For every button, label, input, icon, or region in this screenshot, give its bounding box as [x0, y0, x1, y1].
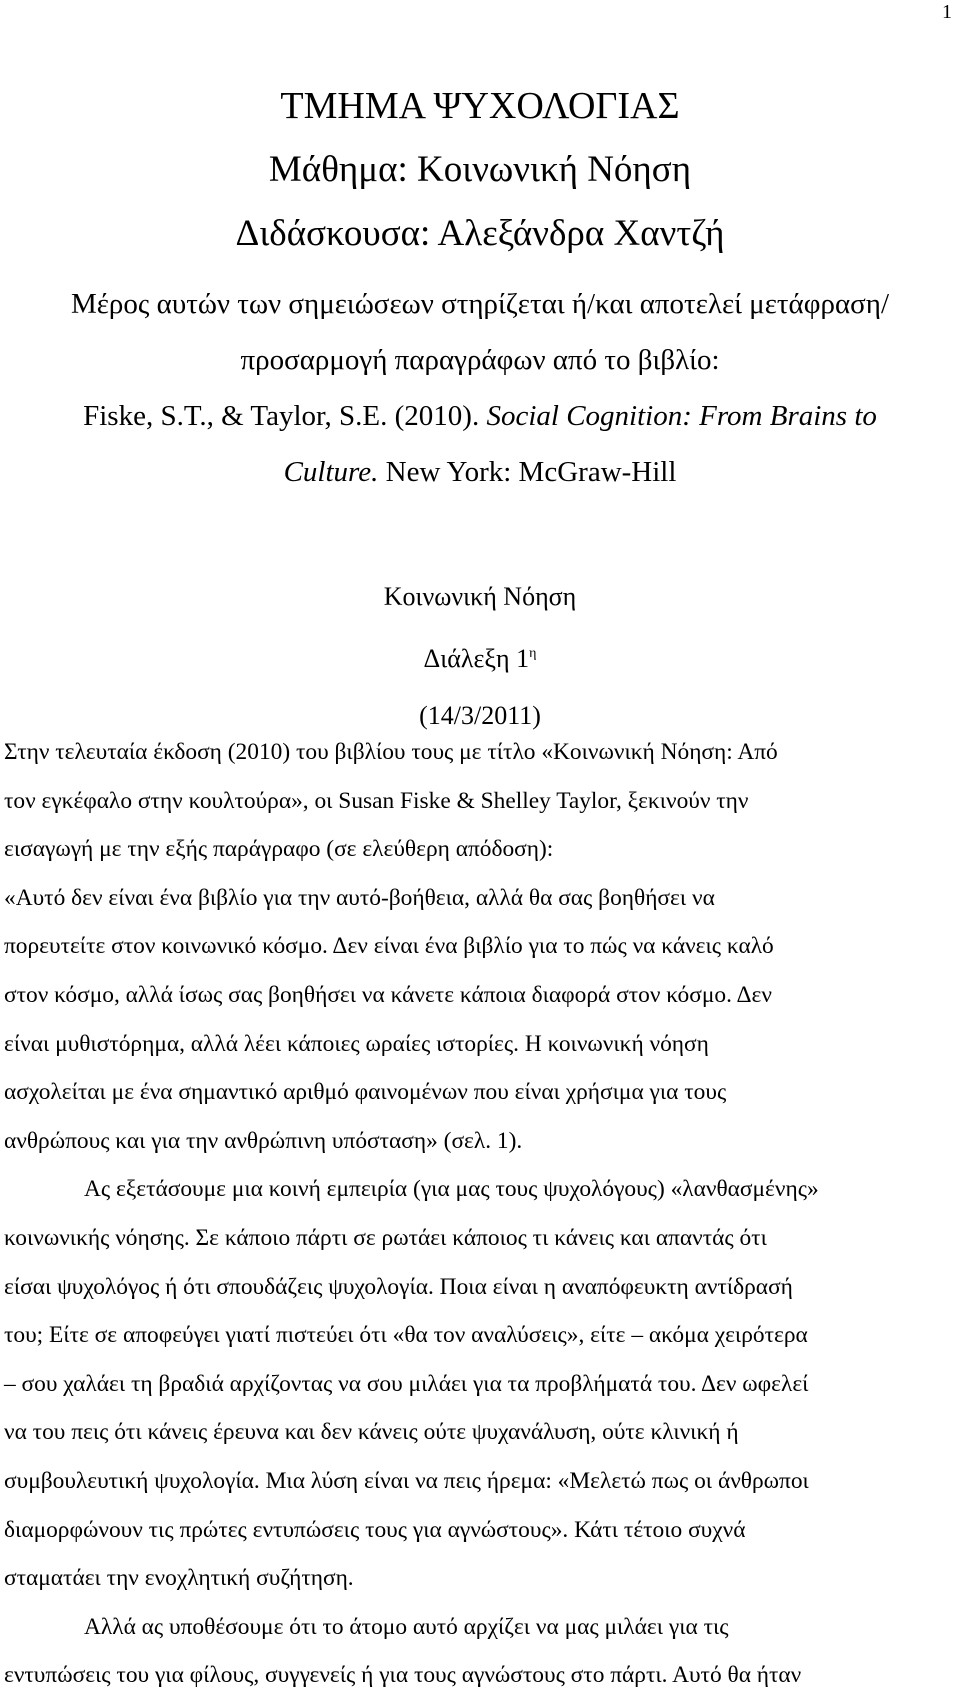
source-note [0, 276, 960, 500]
text-line: εντυπώσεις του για φίλους, συγγενείς ή για τους αγνώστους στο πάρτι. Αυτό θα ήταν [4, 1662, 802, 1689]
text-line: Ας εξετάσουμε μια κοινή εμπειρία (για μας τους ψυχολόγους) «λανθασμένης» [84, 1176, 819, 1203]
text-line: πορευτείτε στον κοινωνικό κόσμο. Δεν είναι ένα βιβλίο για το πώς να κάνεις καλό [4, 933, 774, 960]
paragraph-continuation [4, 1603, 954, 1700]
citation-authors: Fiske, S.T., & Taylor, S.E. (2010). [83, 400, 487, 432]
lecture-number: Διάλεξη $1^\eta$ [423, 644, 537, 673]
document-header [0, 74, 960, 266]
source-citation-line [0, 388, 960, 444]
course-title: Μάθημα: Κοινωνική Νόηση [268, 149, 692, 190]
text-line: στον κόσμο, αλλά ίσως σας βοηθήσει να κάνετε κάποια διαφορά στον κόσμο. Δεν [4, 981, 772, 1008]
paragraph-party [4, 1165, 954, 1602]
page-number: 1 [942, 1, 952, 23]
text-line: τον εγκέφαλο στην κουλτούρα», οι Susan Fiske & Shelley Taylor, ξεκινούν την [4, 787, 749, 814]
text-line: είναι μυθιστόρημα, αλλά λέει κάποιες ωραίες ιστορίες. Η κοινωνική νόηση [4, 1030, 709, 1057]
text-line: διαμορφώνουν τις πρώτες εντυπώσεις τους για αγνώστους». Κάτι τέτοιο συχνά [4, 1516, 746, 1543]
text-line: «Αυτό δεν είναι ένα βιβλίο για την αυτό-βοήθεια, αλλά θα σας βοηθήσει να [4, 884, 715, 911]
source-line: Μέρος αυτών των σημειώσεων στηρίζεται ή/και αποτελεί μετάφραση/ [70, 288, 890, 320]
source-citation-line [0, 444, 960, 500]
source-line: προσαρμογή παραγράφων από το βιβλίο: [240, 344, 720, 376]
text-line: – σου χαλάει τη βραδιά αρχίζοντας να σου μιλάει για τα προβλήματά του. Δεν ωφελεί [4, 1370, 809, 1397]
text-line: ασχολείται με ένα σημαντικό αριθμό φαινομένων που είναι χρήσιμα για τους [4, 1079, 727, 1106]
paragraph-intro [4, 728, 954, 874]
lecture-number-ordinal: η [529, 646, 537, 661]
lecture-date: (14/3/2011) [419, 701, 541, 730]
paragraph-quote [4, 874, 954, 1166]
publisher: New York: McGraw-Hill [378, 456, 677, 488]
text-line: είσαι ψυχολόγος ή ότι σπουδάζεις ψυχολογία. Ποια είναι η αναπόφευκτη αντίδρασή [4, 1273, 793, 1300]
text-line: συμβουλευτική ψυχολογία. Μια λύση είναι να πεις ήρεμα: «Μελετώ πως οι άνθρωποι [4, 1467, 809, 1494]
text-line: εισαγωγή με την εξής παράγραφο (σε ελεύθερη απόδοση): [4, 836, 554, 863]
book-title-cont: Culture. [283, 456, 379, 488]
text-line: να του πεις ότι κάνεις έρευνα και δεν κάνεις ούτε ψυχανάλυση, ούτε κλινική ή [4, 1419, 739, 1446]
department-title: ΤΜΗΜΑ ΨΥΧΟΛΟΓΙΑΣ [280, 85, 680, 127]
text-line: κοινωνικής νόησης. Σε κάποιο πάρτι σε ρωτάει κάποιος τι κάνεις και απαντάς ότι [4, 1224, 767, 1251]
text-line: του; Είτε σε αποφεύγει γιατί πιστεύει ότι «θα τον αναλύσεις», είτε – ακόμα χειρότερα [4, 1322, 808, 1349]
text-line: Στην τελευταία έκδοση (2010) του βιβλίου τους με τίτλο «Κοινωνική Νόηση: Από [4, 739, 778, 765]
book-title: Social Cognition: From Brains to [486, 400, 877, 432]
text-line: ανθρώπους και για την ανθρώπινη υπόσταση» (σελ. 1). [4, 1127, 523, 1154]
instructor-name: Διδάσκουσα: Αλεξάνδρα Χαντζή [235, 213, 725, 254]
text-line: σταματάει την ενοχλητική συζήτηση. [4, 1565, 354, 1592]
lecture-title: Κοινωνική Νόηση [383, 582, 577, 611]
text-line: Αλλά ας υποθέσουμε ότι το άτομο αυτό αρχίζει να μας μιλάει για τις [84, 1613, 729, 1640]
lecture-heading [0, 568, 960, 744]
body-text [4, 728, 954, 1700]
